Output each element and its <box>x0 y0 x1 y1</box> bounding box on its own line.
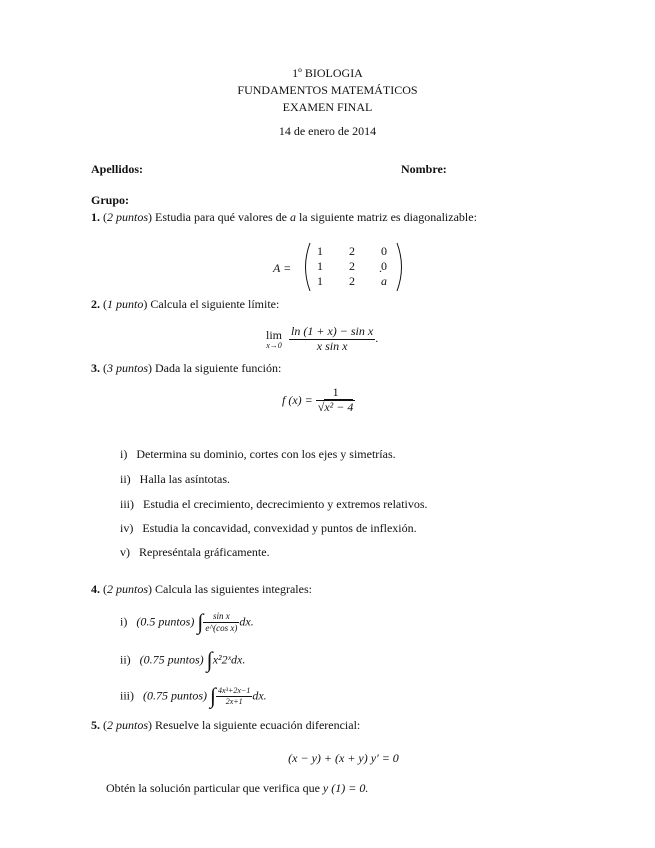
integral-sign: ∫ <box>210 683 217 708</box>
list-item: iii) Estudia el crecimiento, decrecimiento y extremos relativos. <box>120 497 428 511</box>
list-item: i) Determina su dominio, cortes con los ejes y simetrías. <box>120 447 396 461</box>
subject-line: FUNDAMENTOS MATEMÁTICOS <box>237 83 418 97</box>
nombre-label: Nombre: <box>401 162 447 176</box>
course-line: 1º BIOLOGIA <box>292 66 363 80</box>
particular-solution-line: Obtén la solución particular que verifica que y (1) = 0. <box>106 781 369 795</box>
question-1: 1. (2 puntos) Estudia para qué valores de a la siguiente matriz es diagonalizable: <box>91 210 477 224</box>
integral-sign: ∫ <box>206 647 213 672</box>
differential-equation: (x − y) + (x + y) y′ = 0 <box>288 751 399 765</box>
exam-date: 14 de enero de 2014 <box>278 124 377 138</box>
apellidos-label: Apellidos: <box>91 162 144 176</box>
list-item: ii) Halla las asíntotas. <box>120 472 230 486</box>
integral-sign: ∫ <box>197 609 204 634</box>
question-4: 4. (2 puntos) Calcula las siguientes integrales: <box>91 582 312 596</box>
grupo-label: Grupo: <box>91 193 130 207</box>
list-item: iv) Estudia la concavidad, convexidad y puntos de inflexión. <box>120 521 417 535</box>
function-definition: f (x) = $\frac{1}{\text{√x² − 4}}$ <box>282 385 354 414</box>
question-2: 2. (1 punto) Calcula el siguiente límite: <box>91 297 280 311</box>
question-5: 5. (2 puntos) Resuelve la siguiente ecuación diferencial: <box>91 718 361 732</box>
list-item: v) Represéntala gráficamente. <box>120 545 270 559</box>
matrix-grid: 1 2 0 1 2 0 1 2 a <box>317 244 387 288</box>
exam-title: EXAMEN FINAL <box>282 100 373 114</box>
integral-item: ii) (0.75 puntos) ∫x²2ˣdx. <box>120 647 246 672</box>
integral-item: iii) (0.75 puntos) ∫ $\frac{\text{4x³+2x−1}}{2x+1}$ dx. <box>120 683 267 708</box>
question-3: 3. (3 puntos) Dada la siguiente función: <box>91 361 282 375</box>
integral-item: i) (0.5 puntos) ∫ $\frac{\text{sin x}}{\text{e\textasciicircum{}(cos x)}}$ dx. <box>120 609 254 634</box>
limit-expression: lim x→0 $\frac{\text{ln (1 + x) − sin x}}{\text{x sin x}}$ . <box>266 324 379 353</box>
